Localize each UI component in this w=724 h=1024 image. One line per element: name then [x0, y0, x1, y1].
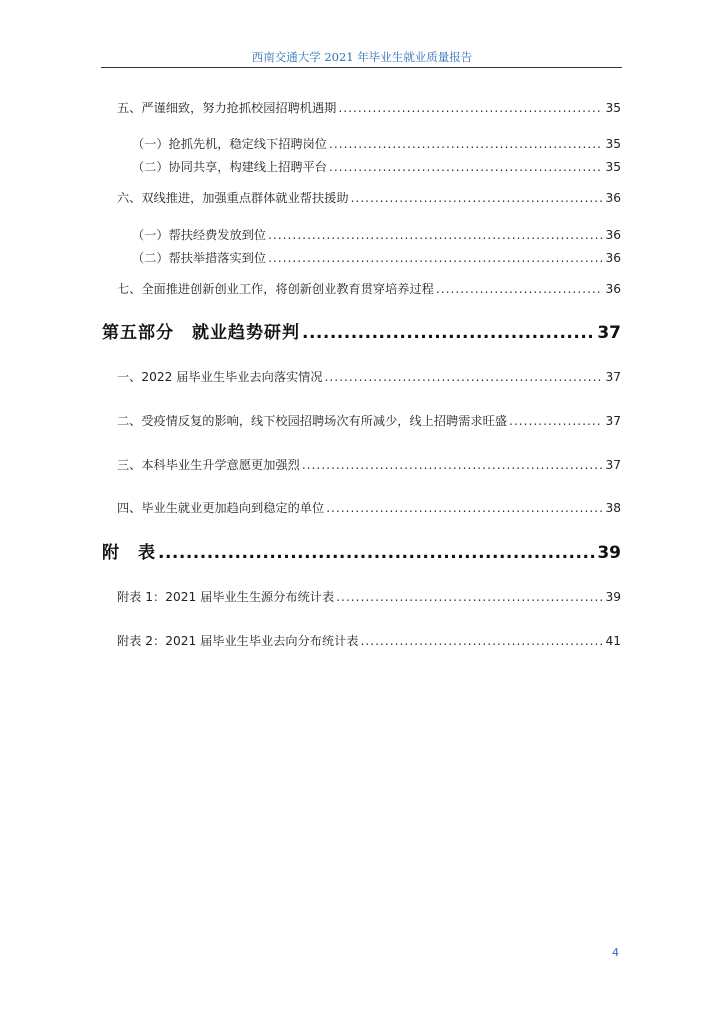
- toc-entry[interactable]: [117, 190, 621, 206]
- toc-entry-page: 37: [605, 414, 621, 428]
- toc-entry-page: 37: [597, 323, 621, 343]
- toc-entry[interactable]: [117, 633, 621, 649]
- toc-entry[interactable]: [132, 250, 621, 266]
- toc-entry[interactable]: [132, 227, 621, 243]
- dot-leader: [268, 227, 603, 243]
- dot-leader: [436, 281, 604, 297]
- toc-entry-page: 35: [605, 160, 621, 174]
- toc-entry-title: （二）帮扶举措落实到位: [132, 251, 267, 265]
- toc-entry[interactable]: [117, 100, 621, 116]
- dot-leader: [509, 413, 603, 429]
- toc-entry[interactable]: [117, 413, 621, 429]
- toc-entry-page: 37: [605, 458, 621, 472]
- toc-part-heading[interactable]: [102, 542, 621, 564]
- toc-entry-title: 七、全面推进创新创业工作，将创新创业教育贯穿培养过程: [117, 282, 434, 296]
- dot-leader: [325, 369, 604, 385]
- toc-entry-page: 36: [605, 228, 621, 242]
- toc-entry-title: （二）协同共享，构建线上招聘平台: [132, 160, 327, 174]
- toc-entry-page: 36: [605, 191, 621, 205]
- toc-entry-title: 附 表: [102, 543, 156, 563]
- toc-entry-page: 39: [597, 543, 621, 563]
- toc-entry-title: 四、毕业生就业更加趋向到稳定的单位: [117, 501, 325, 515]
- dot-leader: [338, 100, 603, 116]
- toc-entry-title: 二、受疫情反复的影响，线下校园招聘场次有所减少，线上招聘需求旺盛: [117, 414, 507, 428]
- toc-entry-page: 35: [605, 137, 621, 151]
- toc-entry-title: 一、2022 届毕业生毕业去向落实情况: [117, 370, 323, 384]
- toc-part-heading[interactable]: [102, 322, 621, 344]
- toc-entry-page: 37: [605, 370, 621, 384]
- toc-entry-title: （一）帮扶经费发放到位: [132, 228, 267, 242]
- dot-leader: [351, 190, 604, 206]
- toc-entry-title: 附表 2：2021 届毕业生毕业去向分布统计表: [117, 634, 359, 648]
- toc-entry-page: 35: [605, 101, 621, 115]
- toc-entry-page: 38: [605, 501, 621, 515]
- header-rule: [101, 67, 622, 68]
- toc-entry-page: 39: [605, 590, 621, 604]
- toc-entry-page: 36: [605, 251, 621, 265]
- toc-entry-page: 41: [605, 634, 621, 648]
- dot-leader: [329, 136, 603, 152]
- toc-entry-title: 六、双线推进，加强重点群体就业帮扶援助: [117, 191, 349, 205]
- toc-entry[interactable]: [117, 369, 621, 385]
- toc-entry[interactable]: [117, 500, 621, 516]
- running-header: 西南交通大学 2021 年毕业生就业质量报告: [251, 50, 473, 64]
- dot-leader: [268, 250, 603, 266]
- dot-leader: [302, 322, 595, 344]
- toc-entry-title: 附表 1：2021 届毕业生生源分布统计表: [117, 590, 335, 604]
- dot-leader: [329, 159, 603, 175]
- dot-leader: [302, 457, 604, 473]
- toc-entry[interactable]: [117, 589, 621, 605]
- toc-entry[interactable]: [117, 281, 621, 297]
- dot-leader: [326, 500, 603, 516]
- toc-entry[interactable]: [132, 159, 621, 175]
- dot-leader: [361, 633, 604, 649]
- toc-entry-title: 三、本科毕业生升学意愿更加强烈: [117, 458, 300, 472]
- toc-entry[interactable]: [132, 136, 621, 152]
- toc-entry[interactable]: [117, 457, 621, 473]
- toc-entry-title: 五、严谨细致，努力抢抓校园招聘机遇期: [117, 101, 337, 115]
- toc-entry-title: 第五部分 就业趋势研判: [102, 323, 300, 343]
- dot-leader: [158, 542, 595, 564]
- dot-leader: [336, 589, 603, 605]
- toc-entry-page: 36: [605, 282, 621, 296]
- toc-entry-title: （一）抢抓先机，稳定线下招聘岗位: [132, 137, 327, 151]
- page-number: 4: [612, 946, 619, 959]
